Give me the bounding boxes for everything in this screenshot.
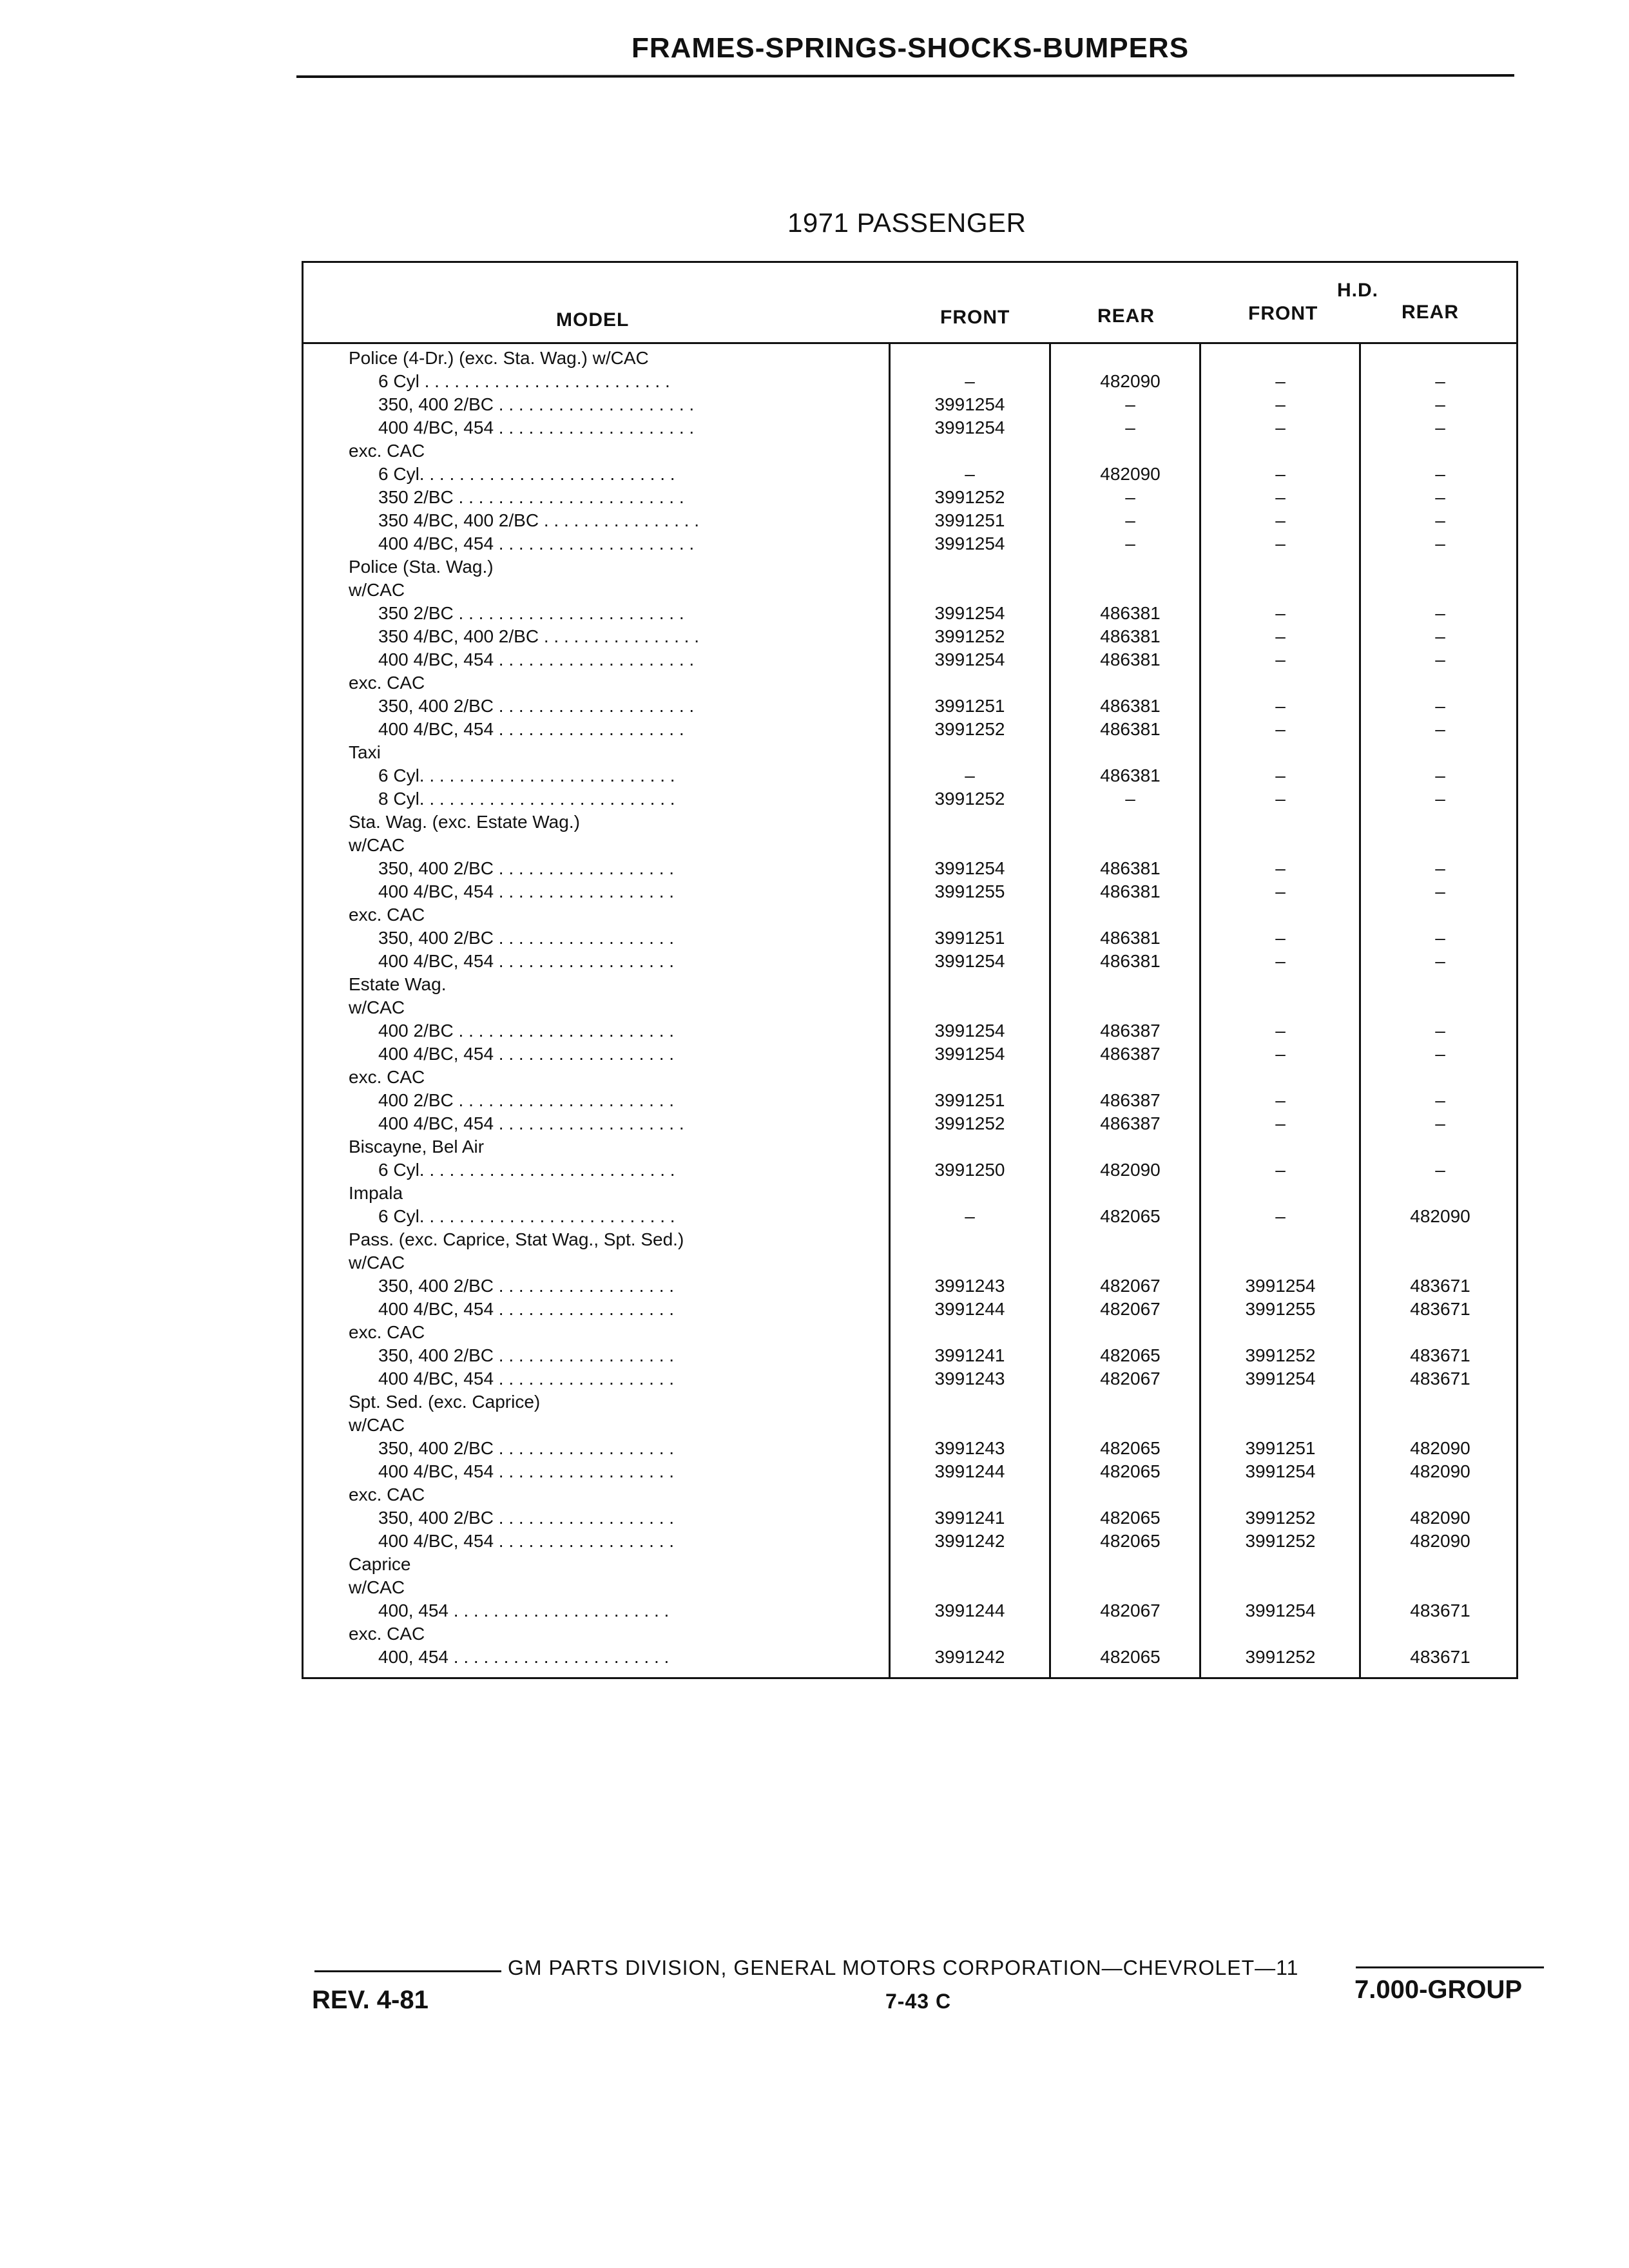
cell-rear: 486381 [1100, 858, 1161, 878]
model-label: 400 4/BC, 454 . . . . . . . . . . . . . . . . . . [378, 951, 675, 971]
cell-hd-front: – [1275, 394, 1286, 414]
col-header-hd: H.D. [1337, 280, 1378, 301]
cell-hd-front: – [1275, 1160, 1286, 1180]
cell-hd-rear: – [1435, 603, 1445, 623]
cell-hd-rear: 483671 [1410, 1369, 1470, 1389]
cell-front: 3991251 [934, 928, 1005, 948]
model-label: 350, 400 2/BC . . . . . . . . . . . . . . . . . . [378, 928, 675, 948]
table-row [304, 1390, 1516, 1414]
cell-front: 3991255 [934, 881, 1005, 901]
model-label: Caprice [349, 1554, 411, 1574]
model-label: Biscayne, Bel Air [349, 1137, 485, 1157]
col-header-model: MODEL [556, 309, 630, 331]
parts-table [302, 261, 1518, 1679]
col-header-front: FRONT [940, 307, 1010, 328]
table-row [304, 718, 1516, 741]
table-row [304, 1205, 1516, 1228]
cell-front: 3991254 [934, 394, 1005, 414]
cell-rear: – [1125, 789, 1135, 809]
cell-front: 3991243 [934, 1369, 1005, 1389]
table-row [304, 393, 1516, 416]
model-label: exc. CAC [349, 441, 425, 461]
cell-front: – [965, 765, 975, 785]
cell-front: – [965, 464, 975, 484]
table-row [304, 1274, 1516, 1298]
cell-front: 3991254 [934, 1021, 1005, 1041]
cell-rear: 486381 [1100, 928, 1161, 948]
revision-label: REV. 4-81 [312, 1986, 429, 2014]
table-row [304, 1135, 1516, 1158]
cell-front: 3991254 [934, 1044, 1005, 1064]
cell-rear: 486381 [1100, 626, 1161, 646]
table-row [304, 370, 1516, 393]
table-row [304, 1158, 1516, 1182]
cell-front: 3991252 [934, 789, 1005, 809]
table-row [304, 811, 1516, 834]
cell-rear: 482065 [1100, 1206, 1161, 1226]
model-label: Police (4-Dr.) (exc. Sta. Wag.) w/CAC [349, 348, 649, 368]
cell-front: 3991251 [934, 510, 1005, 530]
cell-front: 3991254 [934, 533, 1005, 553]
table-row [304, 857, 1516, 880]
cell-rear: – [1125, 533, 1135, 553]
cell-hd-rear: 482090 [1410, 1531, 1470, 1551]
table-row [304, 671, 1516, 695]
model-label: w/CAC [349, 835, 405, 855]
model-label: Sta. Wag. (exc. Estate Wag.) [349, 812, 580, 832]
cell-rear: 482090 [1100, 371, 1161, 391]
cell-front: 3991243 [934, 1438, 1005, 1458]
header-title: FRAMES-SPRINGS-SHOCKS-BUMPERS [631, 32, 1190, 64]
cell-hd-rear: – [1435, 1160, 1445, 1180]
cell-hd-front: – [1275, 719, 1286, 739]
model-label: 6 Cyl. . . . . . . . . . . . . . . . . . . . . . . . . . [378, 1160, 675, 1180]
table-row [304, 347, 1516, 370]
table-row [304, 973, 1516, 996]
table-row [304, 880, 1516, 903]
cell-hd-front: – [1275, 418, 1286, 437]
model-label: 350 2/BC . . . . . . . . . . . . . . . . . . . . . . . [378, 603, 684, 623]
model-label: 400 4/BC, 454 . . . . . . . . . . . . . . . . . . [378, 1299, 675, 1319]
model-label: exc. CAC [349, 1322, 425, 1342]
table-row [304, 532, 1516, 555]
cell-rear: – [1125, 394, 1135, 414]
table-row [304, 1414, 1516, 1437]
cell-hd-rear: – [1435, 487, 1445, 507]
model-label: 350, 400 2/BC . . . . . . . . . . . . . . . . . . [378, 858, 675, 878]
model-label: w/CAC [349, 580, 405, 600]
cell-hd-rear: – [1435, 1021, 1445, 1041]
cell-hd-front: – [1275, 696, 1286, 716]
cell-front: 3991254 [934, 951, 1005, 971]
col-header-rear: REAR [1097, 305, 1155, 327]
table-row [304, 1321, 1516, 1344]
cell-hd-rear: – [1435, 1113, 1445, 1133]
cell-front: 3991252 [934, 626, 1005, 646]
model-label: exc. CAC [349, 1624, 425, 1644]
cell-rear: 486381 [1100, 649, 1161, 669]
cell-hd-front: 3991254 [1245, 1369, 1316, 1389]
cell-hd-front: – [1275, 1044, 1286, 1064]
header-rule [296, 74, 1514, 78]
cell-rear: 486387 [1100, 1044, 1161, 1064]
table-row [304, 1437, 1516, 1460]
cell-front: 3991252 [934, 719, 1005, 739]
table-row [304, 1483, 1516, 1506]
cell-front: 3991254 [934, 858, 1005, 878]
table-row [304, 463, 1516, 486]
cell-hd-rear: – [1435, 649, 1445, 669]
cell-rear: 482067 [1100, 1276, 1161, 1296]
cell-hd-rear: – [1435, 928, 1445, 948]
table-row [304, 1182, 1516, 1205]
cell-hd-front: – [1275, 951, 1286, 971]
cell-front: 3991252 [934, 487, 1005, 507]
cell-hd-rear: – [1435, 951, 1445, 971]
col-header-hd-front: FRONT [1248, 303, 1318, 324]
cell-front: 3991254 [934, 649, 1005, 669]
model-label: 400 2/BC . . . . . . . . . . . . . . . . . . . . . . [378, 1090, 675, 1110]
cell-hd-front: – [1275, 881, 1286, 901]
table-row [304, 1298, 1516, 1321]
table-row [304, 1043, 1516, 1066]
table-row [304, 1646, 1516, 1669]
cell-front: 3991241 [934, 1345, 1005, 1365]
cell-hd-rear: 482090 [1410, 1508, 1470, 1528]
table-row [304, 1251, 1516, 1274]
cell-hd-rear: 483671 [1410, 1345, 1470, 1365]
table-row [304, 1460, 1516, 1483]
cell-hd-rear: – [1435, 418, 1445, 437]
model-label: 350 2/BC . . . . . . . . . . . . . . . . . . . . . . . [378, 487, 684, 507]
cell-rear: 482067 [1100, 1369, 1161, 1389]
cell-front: 3991254 [934, 603, 1005, 623]
model-label: exc. CAC [349, 905, 425, 925]
model-label: 400, 454 . . . . . . . . . . . . . . . . . . . . . . [378, 1600, 670, 1620]
table-row [304, 1112, 1516, 1135]
cell-hd-front: – [1275, 858, 1286, 878]
model-label: exc. CAC [349, 673, 425, 693]
cell-hd-front: – [1275, 626, 1286, 646]
cell-hd-rear: – [1435, 719, 1445, 739]
table-row [304, 1622, 1516, 1646]
table-row [304, 625, 1516, 648]
model-label: 400, 454 . . . . . . . . . . . . . . . . . . . . . . [378, 1647, 670, 1667]
footer-rule-left [314, 1970, 501, 1972]
cell-rear: 482065 [1100, 1345, 1161, 1365]
cell-hd-rear: – [1435, 858, 1445, 878]
cell-hd-rear: – [1435, 1090, 1445, 1110]
model-label: Police (Sta. Wag.) [349, 557, 494, 577]
cell-hd-rear: – [1435, 881, 1445, 901]
cell-hd-front: 3991252 [1245, 1647, 1316, 1667]
cell-rear: 486381 [1100, 696, 1161, 716]
model-label: 350 4/BC, 400 2/BC . . . . . . . . . . . . . . . . [378, 626, 699, 646]
table-row [304, 996, 1516, 1019]
model-label: exc. CAC [349, 1067, 425, 1087]
table-row [304, 416, 1516, 439]
table-row [304, 903, 1516, 927]
cell-rear: 486381 [1100, 719, 1161, 739]
cell-hd-front: – [1275, 510, 1286, 530]
cell-front: 3991241 [934, 1508, 1005, 1528]
cell-hd-front: 3991252 [1245, 1508, 1316, 1528]
model-label: 350, 400 2/BC . . . . . . . . . . . . . . . . . . [378, 1276, 675, 1296]
table-row [304, 927, 1516, 950]
cell-rear: 482065 [1100, 1531, 1161, 1551]
cell-hd-front: – [1275, 603, 1286, 623]
cell-hd-rear: 483671 [1410, 1299, 1470, 1319]
cell-hd-front: 3991254 [1245, 1276, 1316, 1296]
cell-rear: – [1125, 418, 1135, 437]
table-row [304, 509, 1516, 532]
table-row [304, 950, 1516, 973]
cell-hd-rear: 483671 [1410, 1647, 1470, 1667]
cell-front: 3991243 [934, 1276, 1005, 1296]
cell-hd-rear: – [1435, 789, 1445, 809]
table-row [304, 1576, 1516, 1599]
table-row [304, 834, 1516, 857]
cell-front: 3991242 [934, 1647, 1005, 1667]
model-label: 350, 400 2/BC . . . . . . . . . . . . . . . . . . [378, 1508, 675, 1528]
cell-front: 3991252 [934, 1113, 1005, 1133]
model-label: 400 4/BC, 454 . . . . . . . . . . . . . . . . . . . . [378, 418, 695, 437]
model-label: w/CAC [349, 1415, 405, 1435]
cell-front: 3991242 [934, 1531, 1005, 1551]
table-row [304, 1506, 1516, 1530]
table-row [304, 695, 1516, 718]
cell-hd-front: 3991255 [1245, 1299, 1316, 1319]
cell-hd-rear: – [1435, 696, 1445, 716]
table-row [304, 741, 1516, 764]
model-label: Estate Wag. [349, 974, 447, 994]
cell-front: – [965, 371, 975, 391]
model-label: 400 2/BC . . . . . . . . . . . . . . . . . . . . . . [378, 1021, 675, 1041]
model-label: w/CAC [349, 1253, 405, 1273]
model-label: 350, 400 2/BC . . . . . . . . . . . . . . . . . . [378, 1438, 675, 1458]
cell-rear: 486387 [1100, 1113, 1161, 1133]
cell-rear: 482065 [1100, 1647, 1161, 1667]
table-row [304, 648, 1516, 671]
cell-front: 3991251 [934, 1090, 1005, 1110]
model-label: 350, 400 2/BC . . . . . . . . . . . . . . . . . . [378, 1345, 675, 1365]
cell-rear: 486381 [1100, 951, 1161, 971]
model-label: 6 Cyl. . . . . . . . . . . . . . . . . . . . . . . . . . [378, 464, 675, 484]
table-row [304, 1066, 1516, 1089]
table-row [304, 1553, 1516, 1576]
header-divider [304, 342, 1516, 344]
cell-hd-rear: – [1435, 510, 1445, 530]
cell-rear: 482090 [1100, 464, 1161, 484]
table-row [304, 787, 1516, 811]
page-title: 1971 PASSENGER [787, 207, 1027, 238]
cell-hd-rear: – [1435, 394, 1445, 414]
cell-hd-front: 3991252 [1245, 1345, 1316, 1365]
cell-hd-front: – [1275, 1206, 1286, 1226]
cell-rear: 482065 [1100, 1461, 1161, 1481]
table-row [304, 439, 1516, 463]
cell-rear: – [1125, 510, 1135, 530]
cell-hd-rear: – [1435, 765, 1445, 785]
cell-hd-front: – [1275, 1113, 1286, 1133]
model-label: w/CAC [349, 1577, 405, 1597]
table-row [304, 1344, 1516, 1367]
cell-hd-front: – [1275, 765, 1286, 785]
cell-hd-front: – [1275, 487, 1286, 507]
cell-hd-rear: – [1435, 626, 1445, 646]
cell-hd-rear: – [1435, 1044, 1445, 1064]
cell-front: 3991251 [934, 696, 1005, 716]
cell-rear: 486381 [1100, 603, 1161, 623]
cell-rear: 486381 [1100, 765, 1161, 785]
cell-rear: 482067 [1100, 1600, 1161, 1620]
col-header-hd-rear: REAR [1402, 302, 1460, 323]
model-label: 6 Cyl . . . . . . . . . . . . . . . . . . . . . . . . . [378, 371, 670, 391]
table-row [304, 1530, 1516, 1553]
table-row [304, 1599, 1516, 1622]
model-label: 400 4/BC, 454 . . . . . . . . . . . . . . . . . . [378, 1369, 675, 1389]
table-row [304, 1228, 1516, 1251]
model-label: 400 4/BC, 454 . . . . . . . . . . . . . . . . . . . [378, 719, 684, 739]
model-label: exc. CAC [349, 1485, 425, 1504]
cell-front: 3991244 [934, 1600, 1005, 1620]
cell-hd-rear: 482090 [1410, 1438, 1470, 1458]
cell-hd-rear: 482090 [1410, 1206, 1470, 1226]
model-label: 350, 400 2/BC . . . . . . . . . . . . . . . . . . . . [378, 394, 695, 414]
model-label: 400 4/BC, 454 . . . . . . . . . . . . . . . . . . . . [378, 649, 695, 669]
cell-rear: 482065 [1100, 1508, 1161, 1528]
footer-line: GM PARTS DIVISION, GENERAL MOTORS CORPORATION—CHEVROLET—11 [508, 1956, 1299, 1979]
cell-hd-rear: 482090 [1410, 1461, 1470, 1481]
cell-hd-front: – [1275, 533, 1286, 553]
cell-hd-front: – [1275, 1021, 1286, 1041]
cell-rear: 486381 [1100, 881, 1161, 901]
cell-rear: 482067 [1100, 1299, 1161, 1319]
table-row [304, 579, 1516, 602]
table-row [304, 764, 1516, 787]
cell-rear: 482065 [1100, 1438, 1161, 1458]
model-label: 8 Cyl. . . . . . . . . . . . . . . . . . . . . . . . . . [378, 789, 675, 809]
cell-hd-rear: – [1435, 464, 1445, 484]
table-row [304, 1089, 1516, 1112]
cell-hd-front: – [1275, 464, 1286, 484]
cell-hd-rear: 483671 [1410, 1600, 1470, 1620]
cell-hd-rear: – [1435, 371, 1445, 391]
cell-hd-front: 3991251 [1245, 1438, 1316, 1458]
model-label: 400 4/BC, 454 . . . . . . . . . . . . . . . . . . [378, 1044, 675, 1064]
cell-rear: 482090 [1100, 1160, 1161, 1180]
model-label: 350 4/BC, 400 2/BC . . . . . . . . . . . . . . . . [378, 510, 699, 530]
group-label: 7.000-GROUP [1354, 1975, 1523, 2004]
cell-hd-front: – [1275, 649, 1286, 669]
table-row [304, 1019, 1516, 1043]
model-label: 400 4/BC, 454 . . . . . . . . . . . . . . . . . . [378, 1531, 675, 1551]
cell-hd-front: – [1275, 1090, 1286, 1110]
cell-hd-front: – [1275, 928, 1286, 948]
cell-hd-front: – [1275, 371, 1286, 391]
cell-rear: 486387 [1100, 1021, 1161, 1041]
cell-rear: – [1125, 487, 1135, 507]
page-code: 7-43 C [885, 1990, 952, 2013]
cell-front: 3991244 [934, 1299, 1005, 1319]
cell-hd-front: 3991252 [1245, 1531, 1316, 1551]
model-label: w/CAC [349, 997, 405, 1017]
model-label: Spt. Sed. (exc. Caprice) [349, 1392, 541, 1412]
footer-rule-right [1356, 1966, 1544, 1968]
cell-hd-front: 3991254 [1245, 1461, 1316, 1481]
model-label: Pass. (exc. Caprice, Stat Wag., Spt. Sed.) [349, 1229, 684, 1249]
cell-front: 3991250 [934, 1160, 1005, 1180]
cell-hd-rear: – [1435, 533, 1445, 553]
table-row [304, 602, 1516, 625]
table-row [304, 555, 1516, 579]
model-label: 400 4/BC, 454 . . . . . . . . . . . . . . . . . . [378, 881, 675, 901]
cell-front: 3991244 [934, 1461, 1005, 1481]
cell-rear: 486387 [1100, 1090, 1161, 1110]
model-label: 400 4/BC, 454 . . . . . . . . . . . . . . . . . . . [378, 1113, 684, 1133]
model-label: 6 Cyl. . . . . . . . . . . . . . . . . . . . . . . . . . [378, 765, 675, 785]
table-row [304, 486, 1516, 509]
cell-hd-front: – [1275, 789, 1286, 809]
table-row [304, 1367, 1516, 1390]
cell-front: – [965, 1206, 975, 1226]
model-label: 400 4/BC, 454 . . . . . . . . . . . . . . . . . . [378, 1461, 675, 1481]
model-label: Impala [349, 1183, 403, 1203]
cell-hd-front: 3991254 [1245, 1600, 1316, 1620]
cell-hd-rear: 483671 [1410, 1276, 1470, 1296]
cell-front: 3991254 [934, 418, 1005, 437]
model-label: 400 4/BC, 454 . . . . . . . . . . . . . . . . . . . . [378, 533, 695, 553]
model-label: Taxi [349, 742, 381, 762]
model-label: 6 Cyl. . . . . . . . . . . . . . . . . . . . . . . . . . [378, 1206, 675, 1226]
model-label: 350, 400 2/BC . . . . . . . . . . . . . . . . . . . . [378, 696, 695, 716]
